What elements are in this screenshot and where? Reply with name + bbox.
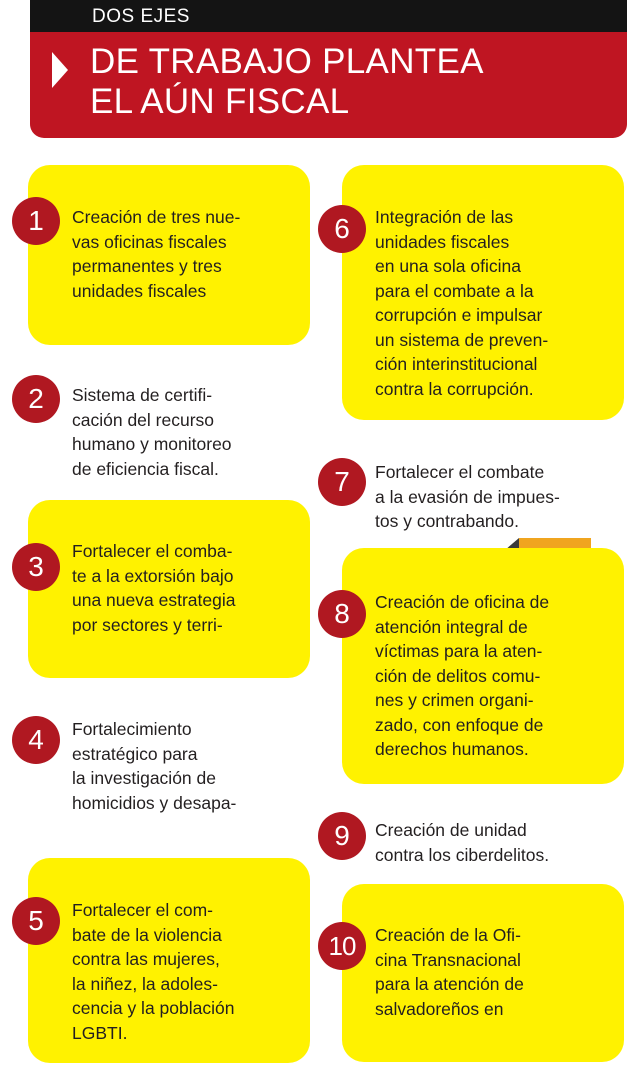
item-number-6: 6 (318, 205, 366, 253)
item-number-8: 8 (318, 590, 366, 638)
item-number-9: 9 (318, 812, 366, 860)
item-text-9: Creación de unidad contra los ciberdelitos. (375, 820, 550, 865)
item-number-1: 1 (12, 197, 60, 245)
arrow-right-icon (52, 52, 68, 88)
item-text-7: Fortalecer el combate a la evasión de impues- tos y contrabando. (375, 462, 560, 531)
item-text-4: Fortalecimiento estratégico para la investigación de homicidios y desapa- (72, 719, 237, 813)
item-number-10: 10 (318, 922, 366, 970)
item-text-2: Sistema de certifi- cación del recurso humano y monitoreo de eficiencia fiscal. (72, 385, 232, 479)
header-kicker-bar (30, 0, 627, 32)
item-text-5: Fortalecer el com- bate de la violencia contra las mujeres, la niñez, la adoles- cencia y la población LGBTI. (72, 900, 235, 1043)
header-kicker: DOS EJES (92, 6, 190, 27)
item-text-1: Creación de tres nue- vas oficinas fiscales permanentes y tres unidades fiscales (72, 207, 241, 301)
page-title: DE TRABAJO PLANTEA EL AÚN FISCAL (90, 42, 484, 121)
item-text-8: Creación de oficina de atención integral de víctimas para la aten- ción de delitos comu- nes y crimen organi- zado, con enfoque de derechos humanos. (375, 592, 550, 759)
item-number-5: 5 (12, 897, 60, 945)
item-number-4: 4 (12, 716, 60, 764)
item-number-2: 2 (12, 375, 60, 423)
item-number-3: 3 (12, 543, 60, 591)
item-text-6: Integración de las unidades fiscales en una sola oficina para el combate a la corrupción e impulsar un sistema de preven- ción interinstitucional contra la corrupción. (375, 207, 549, 399)
header-title-banner (30, 32, 627, 138)
item-text-3: Fortalecer el comba- te a la extorsión bajo una nueva estrategia por sectores y terri- (72, 541, 236, 635)
item-text-10: Creación de la Ofi- cina Transnacional para la atención de salvadoreños en (375, 925, 524, 1019)
item-number-7: 7 (318, 458, 366, 506)
